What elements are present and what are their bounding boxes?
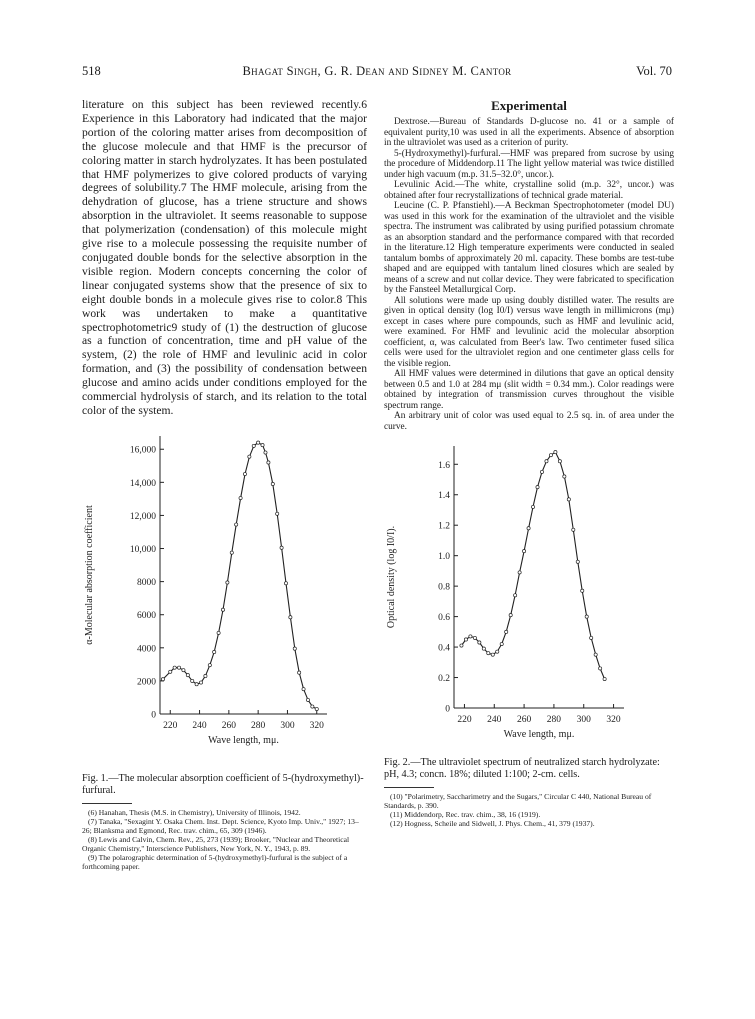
y-tick-label: 4000: [137, 644, 156, 655]
right-column: [384, 98, 674, 828]
y-tick-label: 1.4: [438, 491, 450, 502]
x-tick-label: 300: [576, 715, 591, 725]
y-tick-label: 8000: [137, 577, 156, 588]
data-point: [271, 482, 274, 485]
figure-2-caption: Fig. 2.—The ultraviolet spectrum of neutralized starch hydrolyzate: pH, 4.3; concn. 18%; diluted 1:100; 2-cm. cells.: [384, 757, 660, 780]
x-tick-label: 240: [192, 720, 207, 731]
data-point: [293, 647, 296, 650]
paragraph: Dextrose.—Bureau of Standards D-glucose no. 41 or a sample of equivalent purity,10 was used in all the experiments. Absence of absorption in the ultraviolet was used as a criterion of purity.: [384, 117, 674, 148]
x-tick-label: 220: [457, 715, 472, 725]
y-tick-label: 0: [445, 704, 450, 715]
data-point: [267, 461, 270, 464]
volume-number: Vol. 70: [636, 64, 672, 78]
x-tick-label: 300: [280, 720, 295, 731]
data-point: [531, 505, 534, 508]
y-tick-label: 16,000: [129, 445, 156, 456]
data-point: [191, 679, 194, 682]
data-point: [161, 677, 164, 680]
paragraph: 5-(Hydroxymethyl)-furfural.—HMF was prepared from sucrose by using the procedure of Middendorp.11 The light yellow material was twice distilled under high vacuum (m.p. 31.5–32.0°, uncor.).: [384, 148, 674, 180]
data-point: [243, 472, 246, 475]
data-point: [509, 613, 512, 616]
data-series-line: [462, 452, 605, 679]
data-point: [257, 441, 260, 444]
footnote-rule: [384, 787, 434, 788]
figure-2: [384, 438, 674, 781]
data-point: [221, 608, 224, 611]
data-point: [239, 496, 242, 499]
figure-1-caption: Fig. 1.—The molecular absorption coefficient of 5-(hydroxymethyl)-furfural.: [82, 772, 364, 796]
paragraph: Levulinic Acid.—The white, crystalline solid (m.p. 32°, uncor.) was obtained after four recrystallizations of technical grade material.: [384, 180, 674, 201]
data-point: [482, 647, 485, 650]
paragraph: Leucine (C. P. Pfanstiehl).—A Beckman Spectrophotometer (model DU) was used in this work for the examination of the ultraviolet and the visible spectra. The instrument was calibrated by using purified potassium chromate as an absorption standard and the performance compared with that recorded in the literature.12 High temperature experiments were conducted in sealed tantalum bombs of approximately 20 ml. capacity. These bombs are test-tube shaped and are equipped with tantalum lined closures which are sealed by means of a screw and nut collar device. They were fabricated to specification by the Fansteel Metallurgical Corp.: [384, 201, 674, 295]
data-point: [590, 636, 593, 639]
data-point: [248, 455, 251, 458]
y-axis-label: α-Molecular absorption coefficient: [84, 505, 95, 645]
data-point: [298, 671, 301, 674]
y-tick-label: 10,000: [129, 544, 156, 555]
data-point: [182, 668, 185, 671]
data-point: [567, 498, 570, 501]
data-point: [464, 638, 467, 641]
data-point: [173, 666, 176, 669]
paragraph: All solutions were made up using doubly distilled water. The results are given in optical density (log I0/I) versus wave length in millimicrons (mμ) except in cases where pure compounds, such as HMF and levulinic acid, were examined. For HMF and levulinic acid the molecular absorption coefficient, α, was calculated from Beer's law. Two centimeter fused silica cells were used for the ultraviolet region and one centimeter glass cells for the visible region.: [384, 295, 674, 369]
x-tick-label: 260: [516, 715, 532, 725]
x-axis-label: Wave length, mμ.: [208, 734, 279, 746]
data-point: [491, 653, 494, 656]
data-point: [487, 652, 490, 655]
data-point: [549, 454, 552, 457]
data-point: [204, 674, 207, 677]
x-tick-label: 320: [309, 720, 324, 731]
data-point: [213, 650, 216, 653]
x-tick-label: 260: [221, 720, 236, 731]
data-point: [276, 512, 279, 515]
data-point: [554, 450, 557, 453]
x-tick-label: 240: [487, 715, 502, 725]
data-point: [208, 663, 211, 666]
data-point: [576, 560, 579, 563]
data-point: [284, 582, 287, 585]
data-point: [572, 528, 575, 531]
body-text-left: literature on this subject has been reviewed recently.6 Experience in this Laboratory had indicated that the major portion of the coloring matter arises from decomposition of the glucose molecule and that HMF is the precursor of coloring matter in starch hydrolyzates. It has been postulated that HMF polymerizes to give colored products of varying degrees of solubility.7 The HMF molecule, arising from the dehydration of glucose, has a triene structure and shows absorption in the ultraviolet. It seems reasonable to suppose that polymerization (condensation) of this molecule might give rise to a molecule possessing the requisite number of conjugated double bonds for the selective absorption in the visible region. Modern concepts concerning the color of linear conjugated systems show that the presence of six to eight double bonds in a molecule gives rise to color.8 This work was undertaken to make a quantitative spectrophotometric9 study of (1) the destruction of glucose as a function of concentration, time and pH value of the system, (2) the role of HMF and levulinic acid in color formation, and (3) the possibility of condensation between glucose and amino acids under conditions employed for the commercial hydrolysis of starch, and its relation to the total color of the system.: [82, 98, 367, 417]
data-point: [603, 677, 606, 680]
data-point: [280, 546, 283, 549]
data-point: [599, 667, 602, 670]
running-head-authors: Bhagat Singh, G. R. Dean and Sidney M. Cantor: [242, 64, 512, 78]
data-point: [226, 581, 229, 584]
data-point: [505, 630, 508, 633]
data-point: [496, 650, 499, 653]
data-point: [594, 653, 597, 656]
data-point: [289, 615, 292, 618]
data-point: [235, 523, 238, 526]
data-point: [306, 698, 309, 701]
data-point: [460, 644, 463, 647]
data-point: [500, 642, 503, 645]
footnote: (12) Hogness, Scheile and Sidwell, J. Phys. Chem., 41, 379 (1937).: [390, 819, 595, 829]
y-tick-label: 0: [151, 710, 156, 721]
paragraph: An arbitrary unit of color was used equal to 2.5 sq. in. of area under the curve.: [384, 411, 674, 432]
footnotes-right: [384, 792, 674, 828]
section-title: Experimental: [491, 98, 567, 113]
y-tick-label: 1.6: [438, 460, 450, 471]
data-point: [536, 486, 539, 489]
y-tick-label: 0.6: [438, 613, 450, 624]
data-point: [540, 470, 543, 473]
data-point: [252, 444, 255, 447]
y-tick-label: 0.8: [438, 582, 450, 593]
data-point: [478, 641, 481, 644]
x-tick-label: 280: [251, 720, 266, 731]
footnote: (11) Middendorp, Rec. trav. chim., 38, 16 (1919).: [390, 810, 541, 820]
data-point: [169, 670, 172, 673]
data-point: [302, 687, 305, 690]
figure-1: [82, 428, 367, 797]
y-tick-label: 12,000: [129, 511, 156, 522]
data-point: [527, 527, 530, 530]
data-point: [473, 636, 476, 639]
y-tick-label: 6000: [137, 611, 156, 622]
y-axis-label: Optical density (log I0/I).: [386, 525, 397, 629]
data-point: [585, 615, 588, 618]
data-point: [469, 635, 472, 638]
data-point: [563, 475, 566, 478]
data-point: [199, 681, 202, 684]
page-number: 518: [82, 64, 101, 78]
x-axis-label: Wave length, mμ.: [503, 729, 575, 740]
data-point: [581, 589, 584, 592]
footnotes-left: [82, 808, 367, 872]
footnote: (7) Tanaka, "Sexagint Y. Osaka Chem. Inst. Dept. Science, Kyoto Imp. Univ.," 1927; 13–26; Blanksma and Egmond, Rec. trav. chim., 65, 309 (1946).: [82, 816, 359, 836]
y-tick-label: 1.0: [438, 552, 450, 563]
footnote: (10) "Polarimetry, Saccharimetry and the Sugars," Circular C 440, National Bureau of Standards, p. 390.: [384, 792, 652, 811]
left-column: [82, 98, 367, 872]
page-header: [82, 64, 672, 82]
footnote: (8) Lewis and Calvin, Chem. Rev., 25, 273 (1939); Brooker, "Nuclear and Theoretical Organic Chemistry," Interscience Publishers, New York, N. Y., 1943, p. 89.: [82, 835, 350, 854]
data-point: [545, 460, 548, 463]
data-point: [315, 707, 318, 710]
footnote: (9) The polarographic determination of 5-(hydroxymethyl)-furfural is the subject of a forthcoming paper.: [82, 853, 348, 872]
x-tick-label: 280: [546, 715, 562, 725]
data-point: [518, 571, 521, 574]
data-point: [264, 451, 267, 454]
y-tick-label: 14,000: [129, 478, 156, 489]
x-tick-label: 220: [163, 720, 178, 731]
footnote: (6) Hanahan, Thesis (M.S. in Chemistry), University of Illinois, 1942.: [88, 807, 301, 817]
data-point: [177, 666, 180, 669]
data-point: [186, 673, 189, 676]
data-point: [230, 551, 233, 554]
y-tick-label: 0.4: [438, 643, 450, 654]
figure-2-chart: [384, 438, 674, 750]
x-tick-label: 320: [606, 715, 621, 725]
data-point: [311, 705, 314, 708]
data-point: [195, 682, 198, 685]
experimental-text: [384, 117, 674, 432]
data-point: [261, 443, 264, 446]
data-point: [522, 550, 525, 553]
y-tick-label: 0.2: [438, 674, 450, 685]
data-point: [514, 594, 517, 597]
y-tick-label: 2000: [137, 677, 156, 688]
data-point: [558, 460, 561, 463]
data-point: [217, 631, 220, 634]
paragraph: All HMF values were determined in dilutions that gave an optical density between 0.5 and 1.0 at 284 mμ (slit width = 0.34 mm.). Color readings were obtained by integration of transmission curves throughout the visible spectrum range.: [384, 369, 674, 411]
footnote-rule: [82, 803, 132, 804]
data-series-line: [163, 442, 317, 708]
y-tick-label: 1.2: [438, 521, 450, 532]
figure-1-chart: [82, 428, 367, 768]
